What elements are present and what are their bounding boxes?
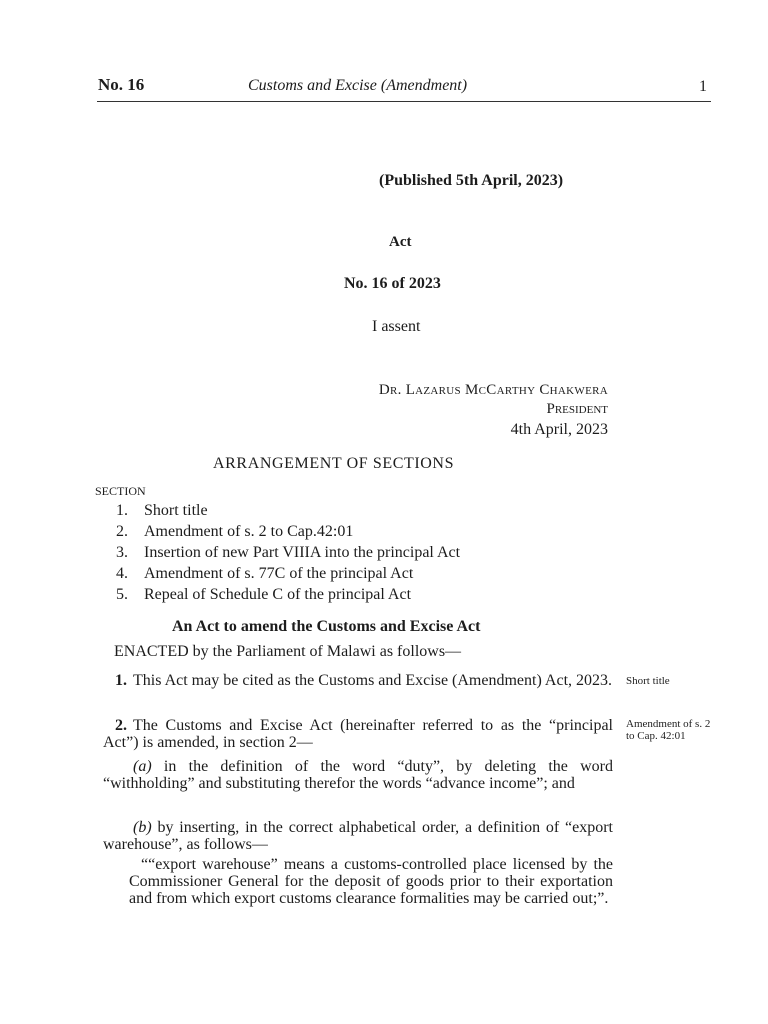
toc-number: 5. (116, 586, 128, 603)
arrangement-heading: ARRANGEMENT OF SECTIONS (213, 455, 455, 472)
header-act-number: No. 16 (98, 75, 145, 94)
enacting-formula: ENACTED by the Parliament of Malawi as follows— (114, 643, 462, 660)
header-title: Customs and Excise (Amendment) (248, 77, 468, 94)
paragraph-b (103, 819, 613, 853)
paragraph-label: (b) (133, 819, 152, 836)
section-2 (103, 717, 613, 751)
paragraph-text: by inserting, in the correct alphabetical order, a definition of “export warehouse”, as follows— (103, 819, 613, 853)
export-warehouse-definition: ““export warehouse” means a customs-controlled place licensed by the Commissioner General for the deposit of goods prior to their exportation and from which export customs clearance formalities may be carried out;”. (129, 856, 613, 907)
toc-number: 3. (116, 544, 128, 561)
toc-item (116, 584, 576, 605)
paragraph-a (103, 758, 613, 792)
header-rule (97, 101, 711, 102)
assent-text: I assent (372, 318, 421, 335)
toc-number: 4. (116, 565, 128, 582)
toc-item (116, 563, 576, 584)
arrangement-list (116, 500, 576, 605)
published-date: (Published 5th April, 2023) (379, 172, 564, 189)
section-column-label: SECTION (95, 484, 146, 498)
toc-text: Short title (144, 502, 208, 519)
page-number: 1 (699, 78, 707, 95)
margin-note-amendment: Amendment of s. 2 to Cap. 42:01 (626, 718, 711, 742)
toc-number: 2. (116, 523, 128, 540)
section-1 (103, 672, 613, 689)
section-number: 2. (115, 717, 127, 734)
toc-number: 1. (116, 502, 128, 519)
paragraph-text: in the definition of the word “duty”, by deleting the word “withholding” and substituting therefor the words “advance income”; and (103, 758, 614, 792)
toc-text: Insertion of new Part VIIIA into the principal Act (144, 544, 461, 561)
signatory-title: President (546, 401, 608, 417)
section-text: This Act may be cited as the Customs and Excise (Amendment) Act, 2023. (133, 672, 613, 689)
toc-item (116, 542, 576, 563)
margin-note-short-title: Short title (626, 675, 670, 687)
long-title: An Act to amend the Customs and Excise Act (172, 618, 481, 635)
assent-date: 4th April, 2023 (510, 421, 608, 438)
toc-item (116, 521, 576, 542)
section-number: 1. (115, 672, 127, 689)
paragraph-label: (a) (133, 758, 152, 775)
toc-item (116, 500, 576, 521)
toc-text: Amendment of s. 77C of the principal Act (144, 565, 414, 582)
act-number: No. 16 of 2023 (344, 275, 441, 292)
act-label: Act (389, 234, 412, 250)
toc-text: Amendment of s. 2 to Cap.42:01 (144, 523, 354, 540)
signatory-name: Dr. Lazarus McCarthy Chakwera (378, 382, 608, 398)
toc-text: Repeal of Schedule C of the principal Act (144, 586, 412, 603)
section-text: The Customs and Excise Act (hereinafter referred to as the “principal Act”) is amended, in section 2— (103, 717, 613, 751)
